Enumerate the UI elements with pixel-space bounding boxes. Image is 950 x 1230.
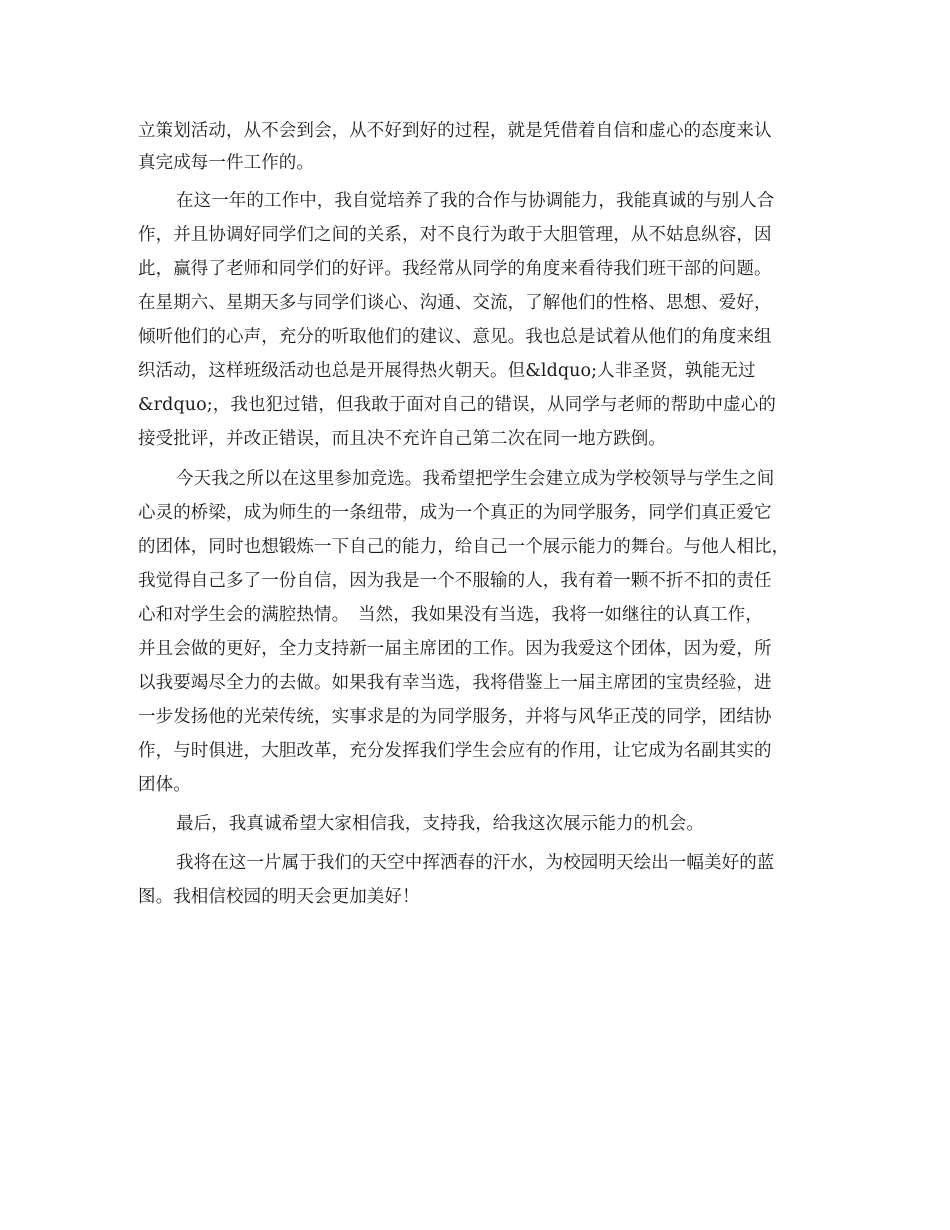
- text-line: 并且会做的更好，全力支持新一届主席团的工作。因为我爱这个团体，因为爱，所: [138, 639, 772, 659]
- text-line: 在星期六、星期天多与同学们谈心、沟通、交流，了解他们的性格、思想、爱好，: [138, 293, 772, 313]
- text-line: &rdquo;，我也犯过错，但我敢于面对自己的错误，从同学与老师的帮助中虚心的: [138, 395, 776, 415]
- paragraph-start-line: 今天我之所以在这里参加竞选。我希望把学生会建立成为学校领导与学生之间: [176, 469, 775, 489]
- text-line: 图。我相信校园的明天会更加美好！: [138, 887, 420, 907]
- text-line: 此，赢得了老师和同学们的好评。我经常从同学的角度来看待我们班干部的问题。: [138, 259, 772, 279]
- text-line: 心灵的桥梁，成为师生的一条纽带，成为一个真正的为同学服务，同学们真正爱它: [138, 503, 772, 523]
- text-line: 以我要竭尽全力的去做。如果我有幸当选，我将借鉴上一届主席团的宝贵经验，进: [138, 673, 772, 693]
- text-line: 我觉得自己多了一份自信，因为我是一个不服输的人，我有着一颗不折不扣的责任: [138, 571, 772, 591]
- text-line: 倾听他们的心声，充分的听取他们的建议、意见。我也总是试着从他们的角度来组: [138, 327, 772, 347]
- text-line: 接受批评，并改正错误，而且决不充许自己第二次在同一地方跌倒。: [138, 429, 666, 449]
- text-line: 的团体，同时也想锻炼一下自己的能力，给自己一个展示能力的舞台。与他人相比，: [138, 537, 790, 557]
- paragraph-start-line: 最后，我真诚希望大家相信我，支持我，给我这次展示能力的机会。: [176, 814, 704, 834]
- text-line: 作，与时俱进，大胆改革，充分发挥我们学生会应有的作用，让它成为名副其实的: [138, 741, 772, 761]
- text-line: 作，并且协调好同学们之间的关系，对不良行为敢于大胆管理，从不姑息纵容，因: [138, 225, 772, 245]
- paragraph-start-line: 我将在这一片属于我们的天空中挥洒春的汗水，为校园明天绘出一幅美好的蓝: [176, 853, 775, 873]
- text-line: 团体。: [138, 775, 191, 795]
- text-line: 真完成每一件工作的。: [138, 153, 314, 173]
- text-line: 心和对学生会的满腔热情。 当然，我如果没有当选，我将一如继往的认真工作，: [138, 605, 763, 625]
- paragraph-start-line: 在这一年的工作中，我自觉培养了我的合作与协调能力，我能真诚的与别人合: [176, 191, 775, 211]
- text-line: 一步发扬他的光荣传统，实事求是的为同学服务，并将与风华正茂的同学，团结协: [138, 707, 772, 727]
- text-line: 织活动，这样班级活动也总是开展得热火朝天。但&ldquo;人非圣贤，孰能无过: [138, 361, 756, 381]
- text-line: 立策划活动，从不会到会，从不好到好的过程，就是凭借着自信和虚心的态度来认: [138, 121, 772, 141]
